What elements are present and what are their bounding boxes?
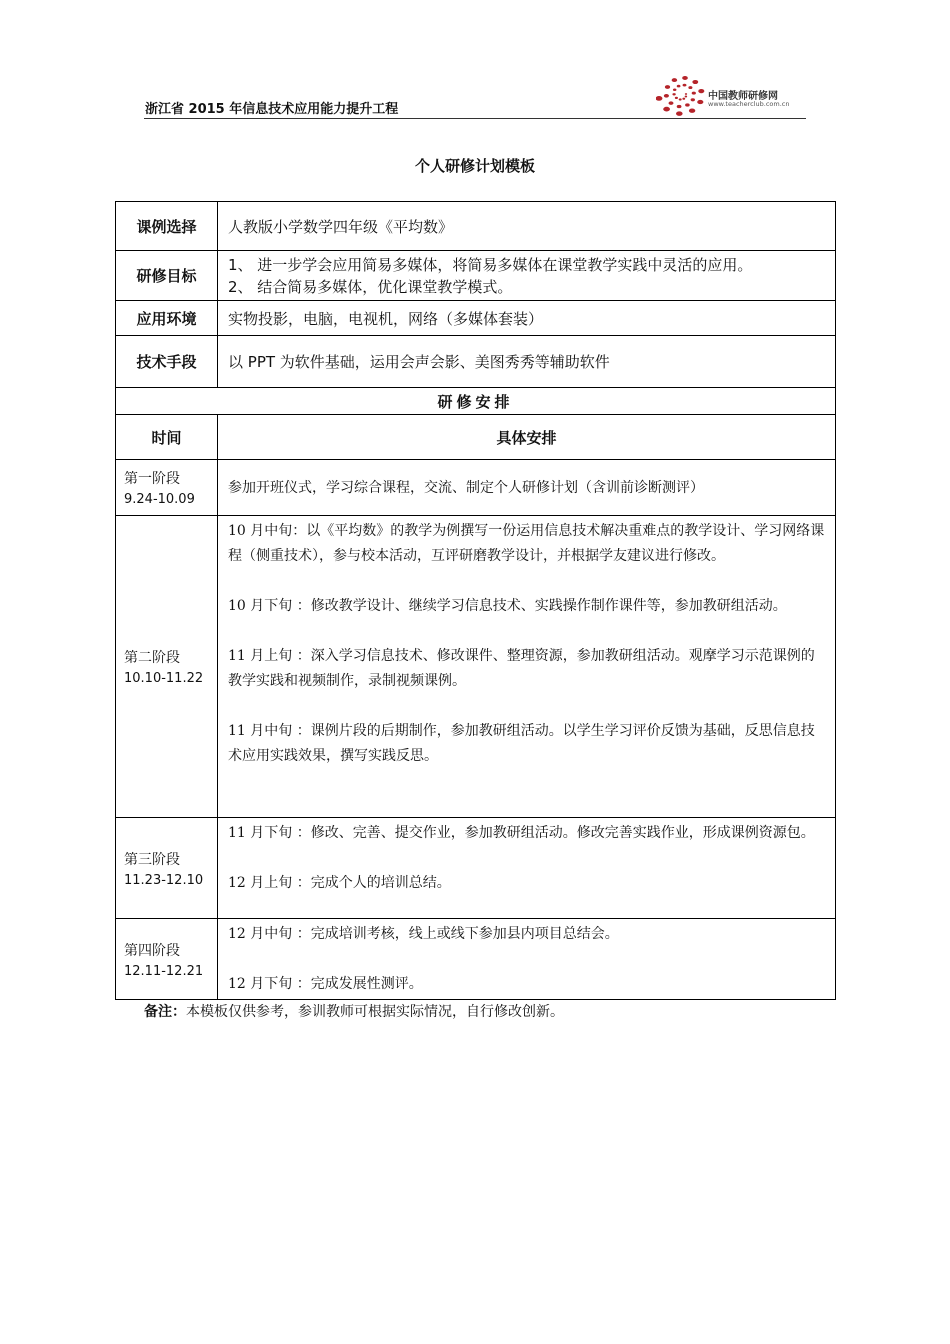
logo-dot: [688, 86, 692, 89]
stage-row: [116, 919, 836, 1000]
logo-dot: [676, 111, 683, 116]
info-row-technique: [116, 336, 836, 388]
logo-name: 中国教师研修网: [708, 91, 778, 102]
logo-dot: [685, 103, 690, 106]
logo-dot: [689, 108, 695, 112]
info-row-environment: [116, 301, 836, 336]
logo-dot: [663, 107, 670, 112]
logo-dot: [697, 100, 703, 104]
logo-url: www.teacherclub.com.cn: [708, 100, 790, 108]
schedule-item: 11 月下旬 ：修改、完善、提交作业，参加教研组活动。修改完善实践作业，形成课例资源包。: [228, 825, 815, 841]
logo-dot: [683, 84, 687, 87]
remark-text: 本模板仅供参考，参训教师可根据实际情况，自行修改创新。: [186, 1004, 564, 1020]
logo-dot: [692, 80, 698, 84]
logo-dot: [664, 94, 669, 98]
stage-cell: [116, 460, 218, 516]
logo-dot: [665, 85, 670, 89]
logo-dot: [692, 92, 696, 95]
stage-name: 第一阶段: [124, 471, 180, 487]
info-row-case: [116, 202, 836, 251]
schedule-item: 10 月中旬：以《平均数》的教学为例撰写一份运用信息技术解决重难点的教学设计、学习网络课程（侧重技术），参与校本活动，互评研磨教学设计，并根据学友建议进行修改。: [228, 523, 825, 564]
logo-dot: [669, 101, 674, 104]
logo-dot: [682, 76, 688, 80]
schedule-item: 11 月中旬 ：课例片段的后期制作，参加教研组活动。以学生学习评价反馈为基础，反思信息技术应用实践效果，撰写实践反思。: [228, 723, 815, 764]
info-row-goal: [116, 251, 836, 301]
info-value: 以 PPT 为软件基础，运用会声会影、美图秀秀等辅助软件: [218, 336, 836, 388]
logo-dot: [685, 96, 688, 98]
logo-dot: [672, 93, 675, 95]
logo-dot: [673, 88, 676, 91]
logo-dot: [698, 89, 704, 93]
header-divider: [144, 118, 806, 119]
stage-cell: [116, 818, 218, 919]
schedule-item: 10 月下旬 ：修改教学设计、继续学习信息技术、实践操作制作课件等，参加教研组活动。: [228, 598, 787, 614]
stage-dates: 12.11-12.21: [124, 963, 204, 979]
research-plan-table: [115, 201, 836, 1000]
stage-detail: [218, 516, 836, 818]
info-label: 课例选择: [116, 202, 218, 251]
stage-detail: [218, 460, 836, 516]
teacherclub-logo: [656, 68, 806, 118]
col-header-time: 时间: [116, 415, 218, 460]
schedule-item: 12 月下旬 ：完成发展性测评。: [228, 976, 423, 992]
schedule-section-row: [116, 388, 836, 415]
info-value: 实物投影，电脑，电视机，网络（多媒体套装）: [218, 301, 836, 336]
goal-line: 2、 结合简易多媒体，优化课堂教学模式。: [228, 277, 513, 296]
stage-dates: 11.23-12.10: [124, 872, 204, 888]
schedule-item: 11 月上旬 ：深入学习信息技术、修改课件、整理资源，参加教研组活动。观摩学习示范课例的教学实践和视频制作，录制视频课例。: [228, 648, 815, 689]
logo-swirl-icon: [656, 68, 708, 118]
stage-detail: [218, 919, 836, 1000]
logo-dot: [682, 98, 685, 100]
stage-row: [116, 516, 836, 818]
stage-name: 第四阶段: [124, 942, 180, 959]
stage-cell: [116, 516, 218, 818]
stage-row: [116, 460, 836, 516]
logo-dot: [677, 105, 682, 108]
info-value: [218, 251, 836, 301]
schedule-header-row: [116, 415, 836, 460]
document-title: 个人研修计划模板: [414, 157, 535, 175]
stage-cell: [116, 919, 218, 1000]
goal-line: 1、 进一步学会应用简易多媒体，将简易多媒体在课堂教学实践中灵活的应用。: [228, 255, 753, 274]
logo-dot: [656, 96, 662, 101]
logo-dot: [672, 78, 677, 82]
info-value: 人教版小学数学四年级《平均数》: [218, 202, 836, 251]
stage-name: 第三阶段: [124, 851, 180, 868]
stage-dates: 10.10-11.22: [124, 671, 204, 686]
schedule-item: 参加开班仪式，学习综合课程，交流、制定个人研修计划（含训前诊断测评）: [228, 479, 704, 496]
header-title: 浙江省 2015 年信息技术应用能力提升工程: [145, 102, 399, 117]
logo-dot: [679, 98, 682, 100]
stage-detail: [218, 818, 836, 919]
logo-dot: [675, 97, 678, 99]
schedule-item: 12 月中旬 ：完成培训考核，线上或线下参加县内项目总结会。: [228, 926, 619, 942]
stage-name: 第二阶段: [124, 650, 180, 666]
info-label: 研修目标: [116, 251, 218, 301]
remark-note: [144, 1001, 564, 1021]
info-label: 应用环境: [116, 301, 218, 336]
stage-row: [116, 818, 836, 919]
logo-dot: [691, 98, 695, 101]
schedule-item: 12 月上旬 ：完成个人的培训总结。: [228, 875, 451, 891]
schedule-section-title: 研修安排: [116, 388, 836, 415]
col-header-detail: 具体安排: [218, 415, 836, 460]
logo-dot: [685, 93, 687, 95]
stage-dates: 9.24-10.09: [124, 492, 195, 507]
remark-label: 备注：: [144, 1004, 186, 1020]
logo-dot: [677, 85, 681, 88]
info-label: 技术手段: [116, 336, 218, 388]
